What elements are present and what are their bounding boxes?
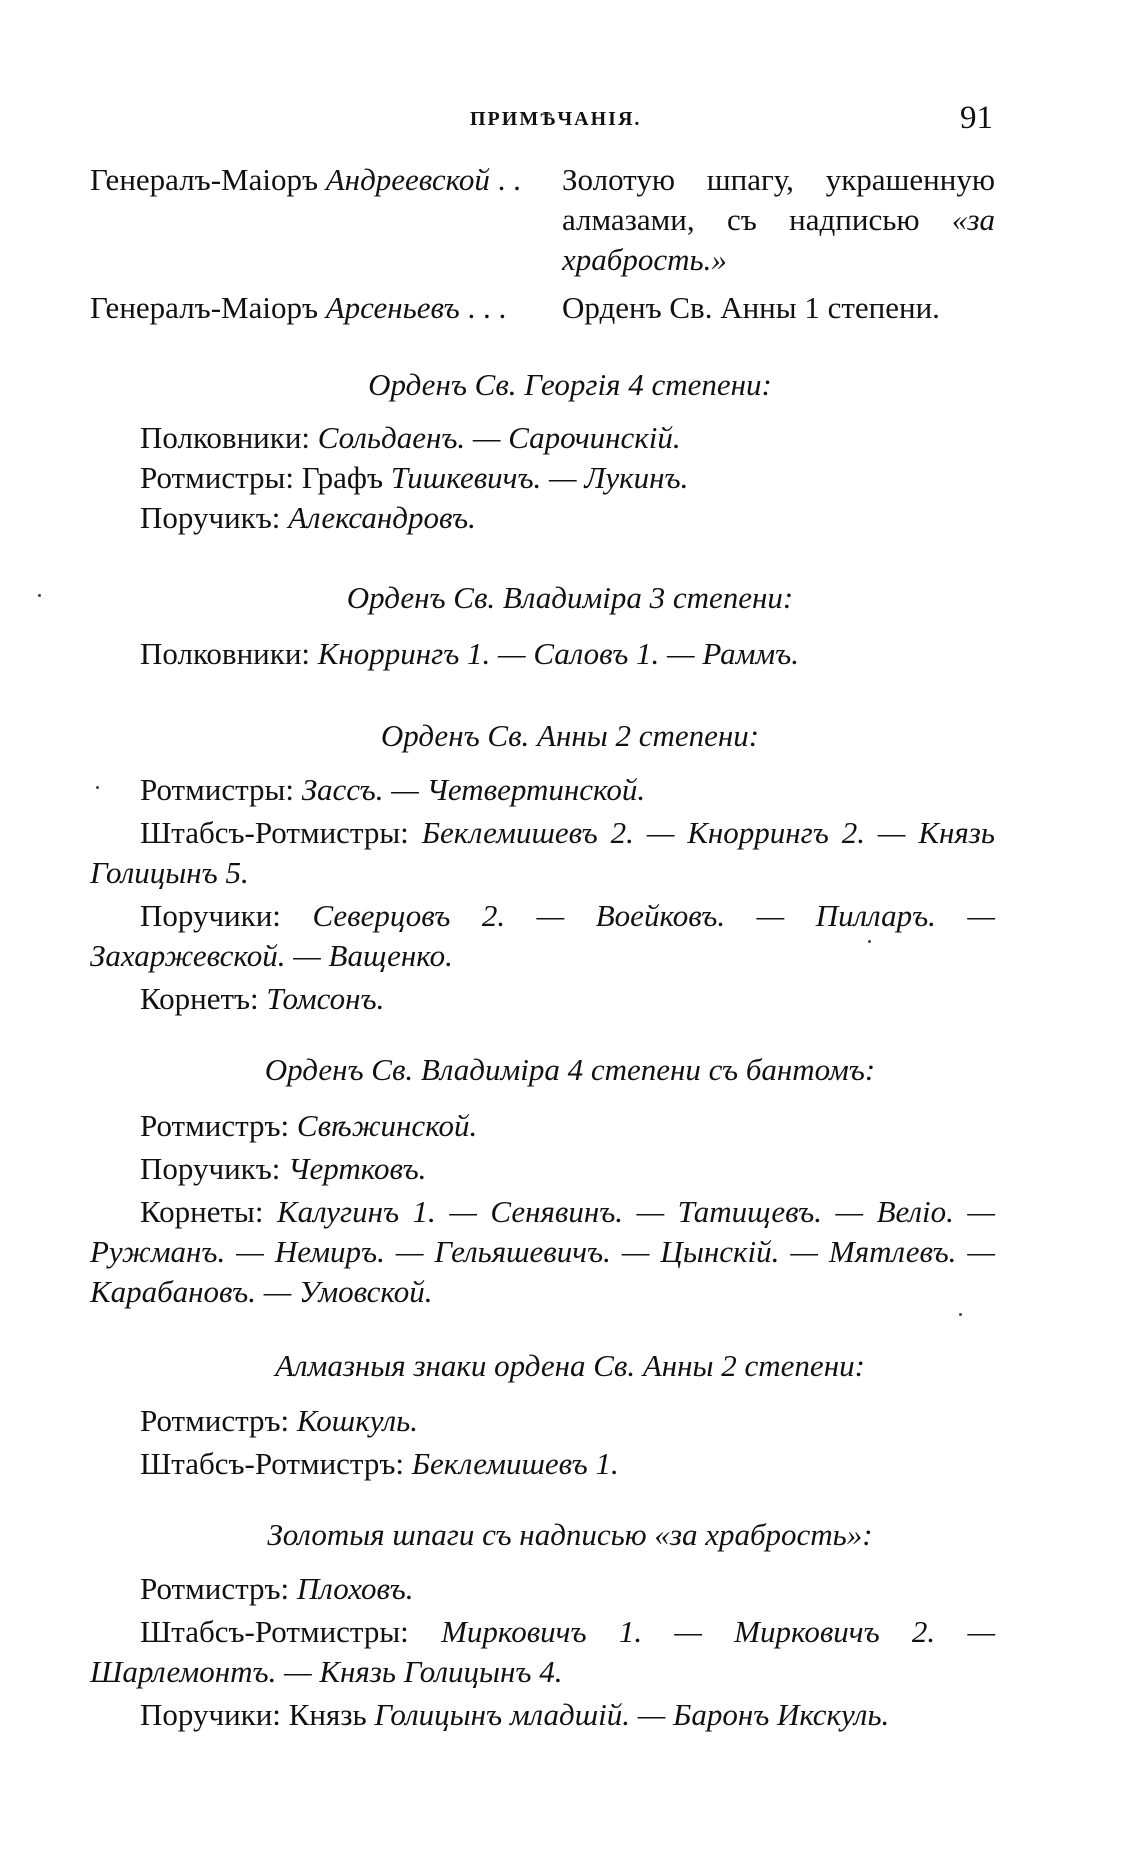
entry-names: Зассъ. — Четвертинской.: [301, 772, 646, 807]
entry-label: Ротмистры:: [140, 772, 294, 807]
dot-leader: . .: [497, 162, 521, 197]
entry-names: Чертковъ.: [288, 1151, 427, 1186]
award-recipient: [90, 160, 560, 200]
entry-names: Кноррингъ 1. — Саловъ 1. — Раммъ.: [317, 636, 800, 671]
entry: [90, 770, 995, 810]
section-entries: [90, 770, 995, 1022]
entry: [90, 634, 995, 674]
entry-label: Полковники:: [140, 420, 311, 455]
print-speck: [96, 786, 99, 789]
entry-label: Полковники:: [140, 636, 311, 671]
entry: [90, 1106, 995, 1146]
entry-names: Тишкевичъ. — Лукинъ.: [390, 460, 689, 495]
entry: [90, 1401, 995, 1441]
entry: [90, 458, 995, 498]
entry-label: Корнеты:: [140, 1194, 264, 1229]
entry-names: Томсонъ.: [266, 981, 385, 1016]
entry-names: Свѣжинской.: [296, 1108, 478, 1143]
award-text: Золотую шпагу, украшенную алмазами, съ надписью: [562, 162, 995, 237]
entry: [90, 1149, 995, 1189]
entry: [90, 1612, 995, 1692]
award-description: [562, 288, 995, 328]
section-entries: [90, 418, 995, 538]
entry-label: Ротмистръ:: [140, 1403, 290, 1438]
entry-names: Калугинъ 1. — Сенявинъ. — Татищевъ. — Веліо. — Ружманъ. — Немиръ. — Гельяшевичъ. — Цынскій. — Мятлевъ. — Карабановъ. — Умовской.: [90, 1194, 995, 1309]
entry-names: Беклемишевъ 2. — Кноррингъ 2. — Князь Голицынъ 5.: [90, 815, 995, 890]
section-title: Золотыя шпаги съ надписью «за храбрость»:: [267, 1517, 873, 1552]
running-head: [0, 100, 1140, 140]
entry-names: Мирковичъ 1. — Мирковичъ 2. — Шарлемонтъ. — Князь Голицынъ 4.: [90, 1614, 996, 1689]
dot-leader: . . .: [467, 290, 507, 325]
section-title: Орденъ Св. Владиміра 4 степени съ бантомъ:: [264, 1052, 876, 1087]
award-row: [90, 288, 995, 333]
section-title: Орденъ Св. Георгія 4 степени:: [368, 367, 772, 402]
section-entries: [90, 634, 995, 674]
entry-title: Князь: [288, 1697, 367, 1732]
section-entries: [90, 1569, 995, 1738]
entry-names: Беклемишевъ 1.: [411, 1446, 619, 1481]
award-text: Орденъ Св. Анны 1 степени.: [562, 290, 940, 325]
entry: [90, 813, 995, 893]
entry-label: Ротмистръ:: [140, 1571, 290, 1606]
entry-label: Ротмистры:: [140, 460, 294, 495]
award-row: [90, 160, 995, 280]
entry: [90, 1695, 995, 1735]
entry-names: Северцовъ 2. — Воейковъ. — Пилларъ. — Захаржевской. — Ващенко.: [90, 898, 995, 973]
entry-title: Графъ: [301, 460, 384, 495]
entry-label: Поручики:: [140, 898, 281, 933]
section-title: Алмазныя знаки ордена Св. Анны 2 степени:: [275, 1348, 865, 1383]
award-inscription: «за храбрость.»: [562, 202, 995, 277]
section-entries: [90, 1401, 995, 1487]
entry-names: Голицынъ младшій. — Баронъ Икскуль.: [374, 1697, 890, 1732]
recipient-name: Арсеньевъ: [325, 290, 460, 325]
running-title: ПРИМѢЧАНІЯ.: [470, 108, 642, 130]
entry: [90, 498, 995, 538]
entry: [90, 1444, 995, 1484]
entry-names: Александровъ.: [288, 500, 476, 535]
entry-names: Сольдаенъ. — Сарочинскій.: [317, 420, 681, 455]
page-number: 91: [960, 100, 993, 136]
print-speck: [868, 940, 871, 943]
entry-label: Корнетъ:: [140, 981, 259, 1016]
print-speck: [959, 1313, 962, 1316]
entry-label: Поручикъ:: [140, 1151, 281, 1186]
entry-label: Поручики:: [140, 1697, 281, 1732]
entry-label: Штабсъ-Ротмистръ:: [140, 1446, 404, 1481]
entry-label: Штабсъ-Ротмистры:: [140, 815, 409, 850]
entry: [90, 418, 995, 458]
entry-label: Поручикъ:: [140, 500, 281, 535]
recipient-name: Андреевской: [325, 162, 490, 197]
entry: [90, 1569, 995, 1609]
print-speck: [38, 594, 41, 597]
section-title: Орденъ Св. Владиміра 3 степени:: [346, 580, 794, 615]
entry: [90, 979, 995, 1019]
recipient-rank: Генералъ-Маіоръ: [90, 162, 318, 197]
entry: [90, 1192, 995, 1312]
entry-names: Кошкуль.: [296, 1403, 419, 1438]
entry-label: Штабсъ-Ротмистры:: [140, 1614, 409, 1649]
award-recipient: [90, 288, 560, 328]
entry: [90, 896, 995, 976]
entry-names: Плоховъ.: [296, 1571, 414, 1606]
section-entries: [90, 1106, 995, 1315]
section-title: Орденъ Св. Анны 2 степени:: [380, 718, 760, 753]
award-description: [562, 160, 995, 280]
entry-label: Ротмистръ:: [140, 1108, 290, 1143]
recipient-rank: Генералъ-Маіоръ: [90, 290, 318, 325]
